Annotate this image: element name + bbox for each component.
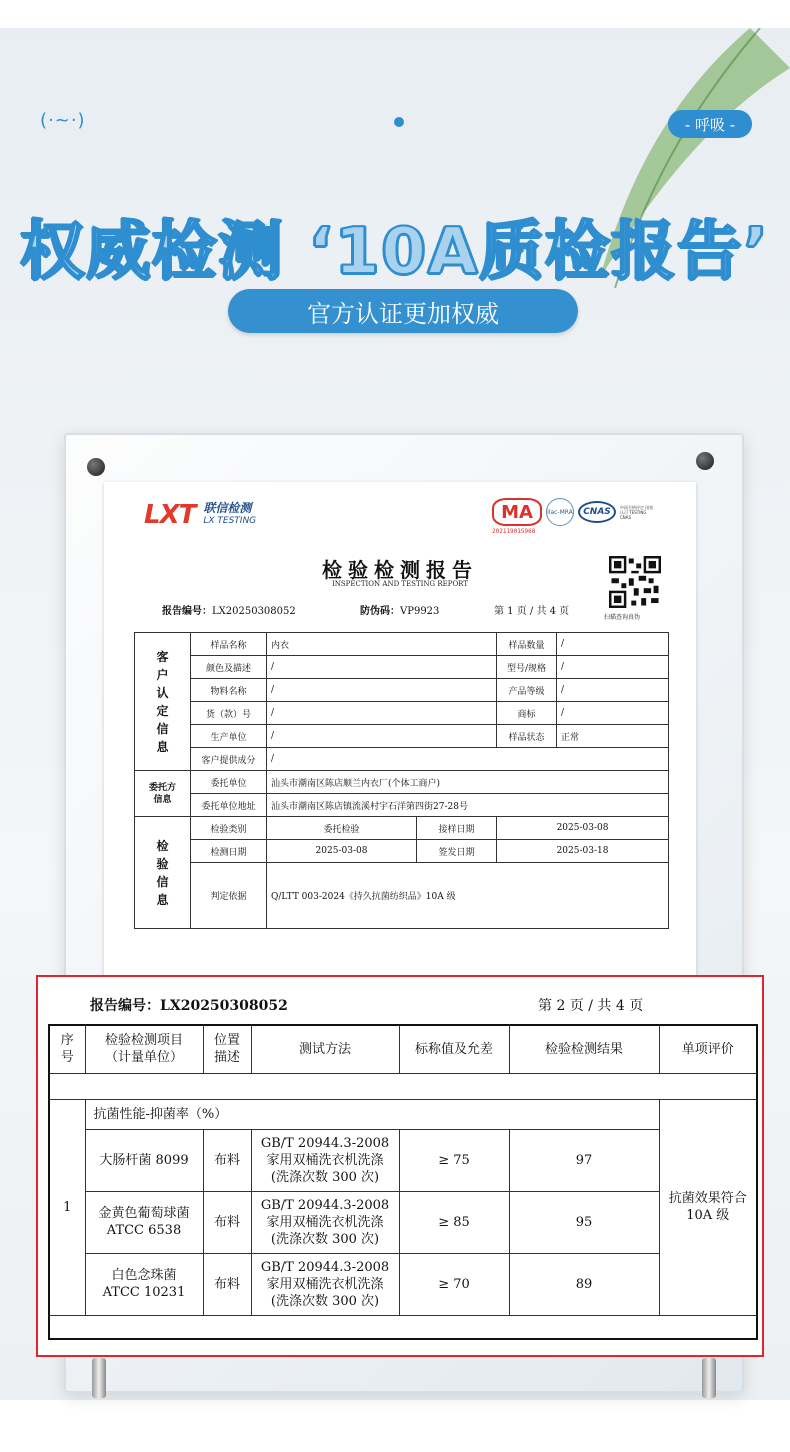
header-seq: 序 号	[49, 1025, 85, 1073]
page-headline: 权威检测 ‘10A质检报告’	[20, 215, 770, 289]
table-header-row	[49, 1025, 757, 1073]
screw-icon	[696, 452, 714, 470]
lx-testing-logo	[144, 500, 256, 530]
cma-number: 202119015968	[492, 528, 536, 535]
table-row: 白色念珠菌 ATCC 10231 布料 GB/T 20944.3-2008 家用双桶洗衣机洗涤 (洗涤次数 300 次) ≥ 70 89	[49, 1253, 757, 1315]
client-group-label: 客 户 认 定 信 息	[135, 633, 191, 771]
entrust-group-label: 委托方 信息	[135, 771, 191, 817]
report-number-line: 报告编号：LX20250308052	[162, 606, 296, 617]
page-info-2: 第 2 页 / 共 4 页	[538, 998, 644, 1014]
center-dot	[394, 117, 404, 127]
breath-badge: - 呼吸 -	[668, 110, 752, 138]
report-title-en: INSPECTION AND TESTING REPORT	[332, 580, 468, 588]
antibacterial-results-table	[48, 1024, 758, 1340]
screw-icon	[87, 458, 105, 476]
page-info-1: 第 1 页 / 共 4 页	[494, 606, 570, 617]
header-method: 测试方法	[251, 1025, 399, 1073]
cnas-note: 中国合格评定 国家认可 TESTING CNAS	[620, 504, 654, 520]
table-row: 大肠杆菌 8099 布料 GB/T 20944.3-2008 家用双桶洗衣机洗涤 (洗涤次数 300 次) ≥ 75 97	[49, 1129, 757, 1191]
footer-spacer-row	[49, 1315, 757, 1339]
logo-mark: LXT	[144, 500, 196, 530]
report-page-1	[104, 482, 696, 982]
stand-leg-right	[702, 1358, 716, 1398]
header-standard: 标称值及允差	[399, 1025, 509, 1073]
logo-cn-text: 联信检测	[203, 501, 252, 515]
qr-code-icon	[609, 556, 661, 608]
table-row: 金黄色葡萄球菌 ATCC 6538 布料 GB/T 20944.3-2008 家用双桶洗衣机洗涤 (洗涤次数 300 次) ≥ 85 95	[49, 1191, 757, 1253]
evaluation-cell: 抗菌效果符合 10A 级	[659, 1099, 757, 1315]
report-number-line-2: 报告编号：LX20250308052	[90, 998, 288, 1014]
header-result: 检验检测结果	[509, 1025, 659, 1073]
report-title: 检验检测报告	[322, 558, 478, 582]
header-evaluation: 单项评价	[659, 1025, 757, 1073]
top-white-strip	[0, 0, 790, 28]
client-info-table: 客 户 认 定 信 息 样品名称 内衣 样品数量 / 颜色及描述 / 型号/规格 / 物料名称 / 产品等级 / 货（款）号 / 商标 / 生产单位 / 样品状态 正常 客户提供成分 / 委托方 信息 委托单位 汕头市潮南区陈店顺兰内衣厂(个体工商户) 委托单位地址 汕头市潮南区陈店镇流溪村宇石洋第四街27-28号 检 验 信 息 检验类别 委托检验 接样日期 2025-03-08 检测日期 2025-03-08 签发日期 2025-03-18 判定依据 Q/LTT 003-2024《持久抗菌纺织品》10A 级	[134, 632, 669, 929]
header-item: 检验检测项目 （计量单位）	[85, 1025, 203, 1073]
seq-number: 1	[49, 1099, 85, 1315]
qr-caption: 扫描查询真伪	[604, 614, 641, 621]
stand-leg-left	[92, 1358, 106, 1398]
spacer-row	[49, 1073, 757, 1099]
face-emoticon: (·~·)	[40, 110, 86, 131]
header-position: 位置 描述	[203, 1025, 251, 1073]
cnas-mark: CNAS	[578, 501, 616, 523]
anti-fake-line: 防伪码：VP9923	[360, 606, 440, 617]
certification-marks	[492, 498, 654, 535]
cma-mark: MA	[492, 498, 542, 526]
logo-en-text: LX TESTING	[203, 516, 257, 526]
inspect-group-label: 检 验 信 息	[135, 817, 191, 929]
bottom-white-strip	[0, 1400, 790, 1452]
category-row	[49, 1099, 757, 1129]
headline-subtitle-pill: 官方认证更加权威	[228, 289, 578, 333]
category-label: 抗菌性能-抑菌率（%）	[85, 1099, 659, 1129]
report-page-2-highlight	[36, 975, 764, 1357]
ilac-mra-mark: ilac-MRA	[546, 498, 574, 526]
